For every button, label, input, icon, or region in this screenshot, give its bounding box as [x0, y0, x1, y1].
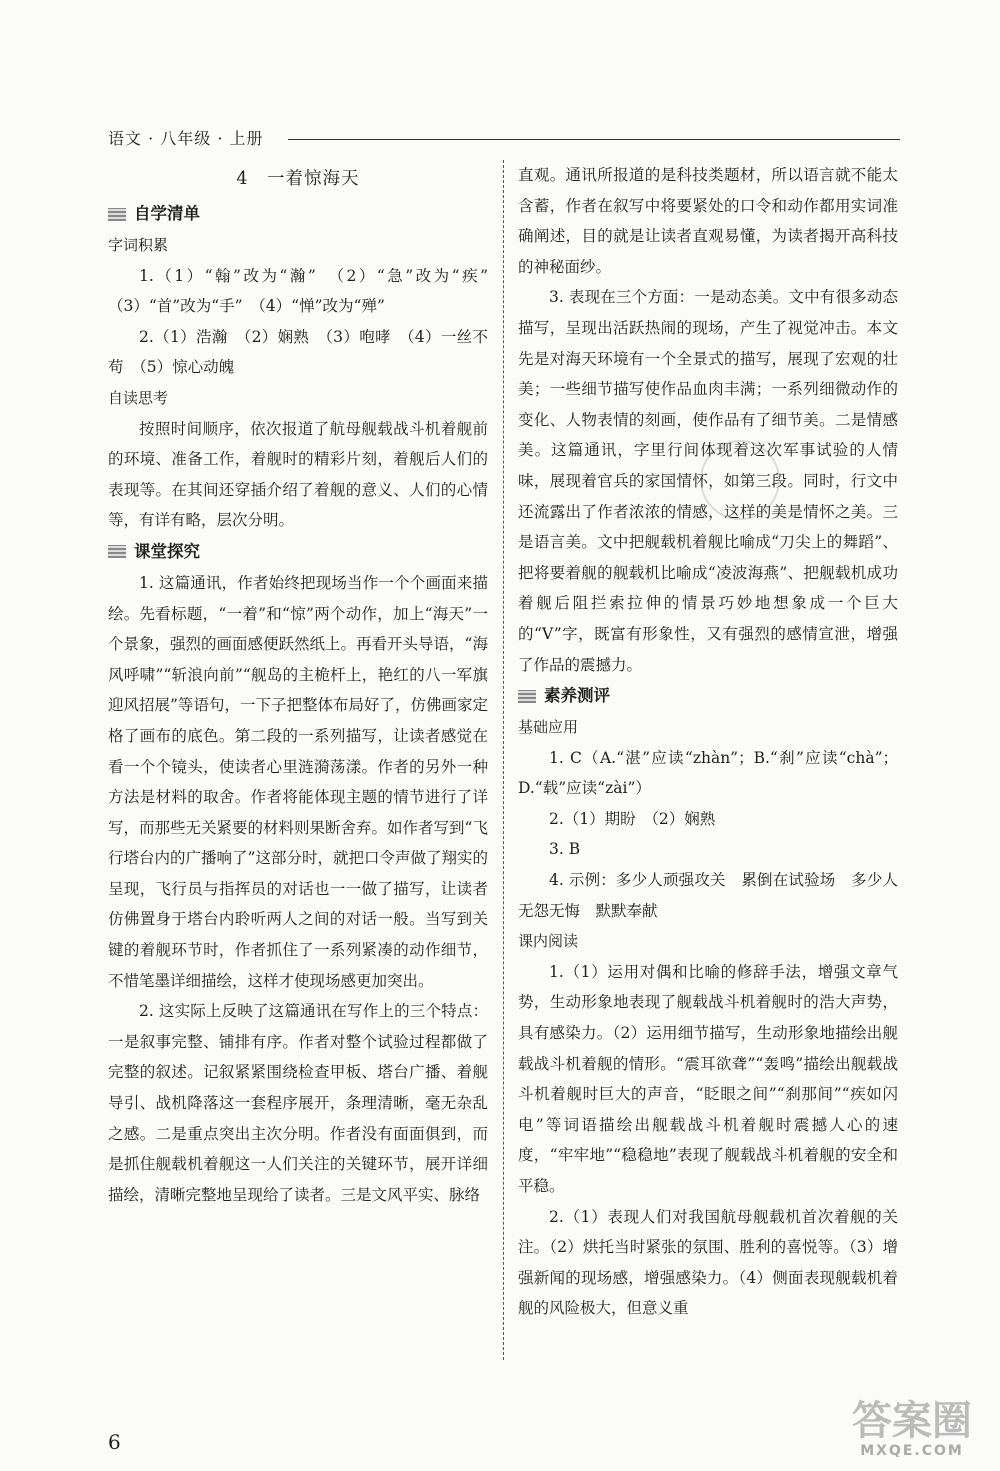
section-heading-self-study [108, 198, 488, 230]
watermark-text: 答案圈 [852, 1398, 972, 1444]
column-divider [503, 160, 504, 1360]
subheading-in-class-reading: 课内阅读 [518, 932, 579, 951]
answer-paragraph: 直观。通讯所报道的是科技类题材，所以语言就不能太含蓄，作者在叙写中将要紧处的口令和动作都用实词准确阐述，目的就是让读者直观易懂，为读者揭开高科技的神秘面纱。 [518, 166, 898, 276]
page-number: 6 [108, 1430, 121, 1454]
subheading-vocab: 字词积累 [108, 236, 169, 254]
section-heading-assessment [518, 680, 898, 712]
answer-paragraph: 3. B [549, 840, 581, 859]
answer-paragraph: 1.（1）运用对偶和比喻的修辞手法，增强文章气势，生动形象地表现了舰载战斗机着舰时的浩大声势，具有感染力。（2）运用细节描写，生动形象地描绘出舰载战斗机着舰的情形。“震耳欲聋”“轰鸣”描绘出舰载战斗机着舰时巨大的声音，“眨眼之间”“刹那间”“疾如闪电”等词语描绘出舰载战斗机着舰时震撼人心的速度，“牢牢地”“稳稳地”表现了舰载战斗机着舰的安全和平稳。 [518, 962, 898, 1195]
watermark-logo [852, 1399, 972, 1459]
section-marker-icon [108, 208, 126, 221]
answer-paragraph: 2.（1）期盼 （2）娴熟 [549, 809, 716, 828]
right-column [518, 160, 898, 1324]
answer-paragraph: 1.（1）“翰”改为“瀚” （2）“急”改为“疾” （3）“首”改为“手” （4）“惮”改为“殚” [108, 266, 504, 316]
answer-paragraph: 2. 这实际上反映了这篇通讯在写作上的三个特点：一是叙事完整、铺排有序。作者对整个试验过程都做了完整的叙述。记叙紧紧围绕检查甲板、塔台广播、着舰导引、战机降落这一套程序展开，条理清晰，毫无杂乱之感。二是重点突出主次分明。作者没有面面俱到，而是抓住舰载机着舰这一人们关注的关键环节，展开详细描绘，清晰完整地呈现给了读者。三是文风平实、脉络 [108, 1002, 488, 1204]
answer-paragraph: 4. 示例：多少人顽强攻关 累倒在试验场 多少人无怨无悔 默默奉献 [518, 871, 898, 920]
answer-paragraph: 2.（1）浩瀚 （2）娴熟 （3）咆哮 （4）一丝不苟 （5）惊心动魄 [108, 327, 488, 377]
section-marker-icon [108, 545, 126, 558]
header-rule [288, 139, 900, 140]
answer-paragraph: 3. 表现在三个方面：一是动态美。文中有很多动态描写，呈现出活跃热闹的现场，产生了视觉冲击。本文先是对海天环境有一个全景式的描写，展现了宏观的壮美；一些细节描写使作品血肉丰满；一系列细微动作的变化、人物表情的刻画，使作品有了细节美。二是情感美。这篇通讯，字里行间体现着这次军事试验的人情味，展现着官兵的家国情怀，如第三段。同时，行文中还流露出了作者浓浓的情感，这样的美是情怀之美。三是语言美。文中把舰载机着舰比喻成“刀尖上的舞蹈”、把将要着舰的舰载机比喻成“凌波海燕”、把舰载机成功着舰后阻拦索拉伸的情景巧妙地想象成一个巨大的“V”字，既富有形象性，又有强烈的感情宣泄，增强了作品的震撼力。 [518, 288, 898, 674]
answer-paragraph: 按照时间顺序，依次报道了航母舰载战斗机着舰前的环境、准备工作，着舰时的精彩片刻，着舰后人们的表现等。在其间还穿插介绍了着舰的意义、人们的心情等，有详有略，层次分明。 [108, 419, 488, 530]
answer-paragraph: 2.（1）表现人们对我国航母舰载机首次着舰的关注。（2）烘托当时紧张的氛围、胜利的喜悦等。（3）增强新闻的现场感，增强感染力。（4）侧面表现舰载机着舰的风险极大，但意义重 [518, 1207, 898, 1318]
answer-paragraph: 1. C（A.“湛”应读“zhàn”；B.“刹”应读“chà”；D.“载”应读“zài”） [518, 748, 898, 798]
lesson-title: 4 一着惊海天 [236, 169, 360, 189]
section-heading-text: 素养测评 [544, 686, 610, 706]
section-heading-text: 自学清单 [134, 204, 200, 223]
section-marker-icon [518, 690, 536, 703]
watermark-url: MXQE.COM [860, 1443, 964, 1459]
left-column [108, 160, 504, 1210]
subheading-reading-thinking: 自读思考 [108, 388, 169, 407]
running-header: 语文 · 八年级 · 上册 [108, 129, 264, 148]
subheading-basic: 基础应用 [518, 718, 579, 737]
section-heading-classroom [108, 536, 488, 568]
section-heading-text: 课堂探究 [134, 541, 200, 561]
answer-paragraph: 1. 这篇通讯，作者始终把现场当作一个个画面来描绘。先看标题，“一着”和“惊”两个动作，加上“海天”一个景象，强烈的画面感便跃然纸上。再看开头导语，“海风呼啸”“斩浪向前”“舰岛的主桅杆上，艳红的八一军旗迎风招展”等语句，一下子把整体布局好了，仿佛画家定格了画布的底色。第二段的一系列描写，让读者感觉在看一个个镜头，使读者心里涟漪荡漾。作者的另外一种方法是材料的取舍。作者将能体现主题的情节进行了详写，而那些无关紧要的材料则果断舍弃。如作者写到“飞行塔台内的广播响了”这部分时，就把口令声做了翔实的呈现，飞行员与指挥员的对话也一一做了描写，让读者仿佛置身于塔台内聆听两人之间的对话一般。当写到关键的着舰环节时，作者抓住了一系列紧凑的动作细节，不惜笔墨详细描绘，这样才使现场感更加突出。 [108, 573, 488, 990]
